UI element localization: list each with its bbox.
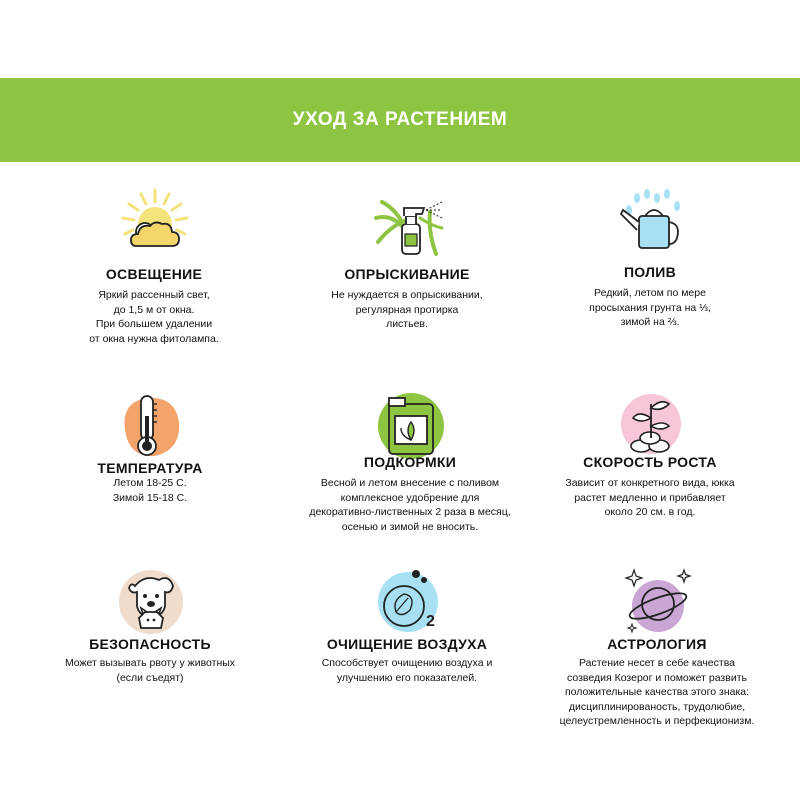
card-description: Зависит от конкретного вида, юкка растет медленно и прибавляет около 20 см. в год. [565,477,735,518]
card-title: ТЕМПЕРАТУРА [97,460,203,476]
card-description: Летом 18-25 С. Зимой 15-18 С. [112,477,188,504]
card-title: ОЧИЩЕНИЕ ВОЗДУХА [326,636,488,652]
card-title: ОСВЕЩЕНИЕ [105,266,203,282]
pets-dog-cat-icon [115,566,187,638]
sprout-growth-icon [615,390,687,462]
card-title: БЕЗОПАСНОСТЬ [89,636,211,652]
card-description: Весной и летом внесение с поливом комплексное удобрение для декоративно-лиственных 2 раза в месяц, осенью и зимой не вносить. [309,477,511,533]
card-title: ОПРЫСКИВАНИЕ [344,266,470,282]
card-description: Растение несет в себе качества созведия Козерог и поможет развить положительные качества этого знака: дисциплинированость, трудолюбие, целеустремленность и перфекционизм. [559,657,755,727]
thermometer-icon [115,390,187,462]
card-title: ПОЛИВ [623,264,677,280]
watering-can-icon [615,188,687,260]
card-description: Не нуждается в опрыскивании, регулярная протирка листьев. [331,289,483,330]
card-description: Редкий, летом по мере просыхания грунта на ⅓, зимой на ⅔. [589,287,711,328]
card-title: СКОРОСТЬ РОСТА [583,454,717,470]
fertilizer-canister-icon [375,390,447,462]
card-description: Способствует очищению воздуха и улучшению его показателей. [321,657,493,684]
air-o2-icon [372,566,444,638]
page-title: УХОД ЗА РАСТЕНИЕМ [292,109,508,130]
card-description: Яркий рассенный свет, до 1,5 м от окна. При большем удалении от окна нужна фитолампа. [89,289,219,345]
planet-stars-icon [622,566,694,638]
card-title: АСТРОЛОГИЯ [607,636,707,652]
card-description: Может вызывать рвоту у животных (если съедят) [64,657,236,684]
card-title: ПОДКОРМКИ [363,454,457,470]
sun-cloud-icon [119,188,191,260]
spray-bottle-icon [372,188,444,260]
header-banner [0,78,800,162]
o2-subscript-label: 2 [426,613,435,630]
